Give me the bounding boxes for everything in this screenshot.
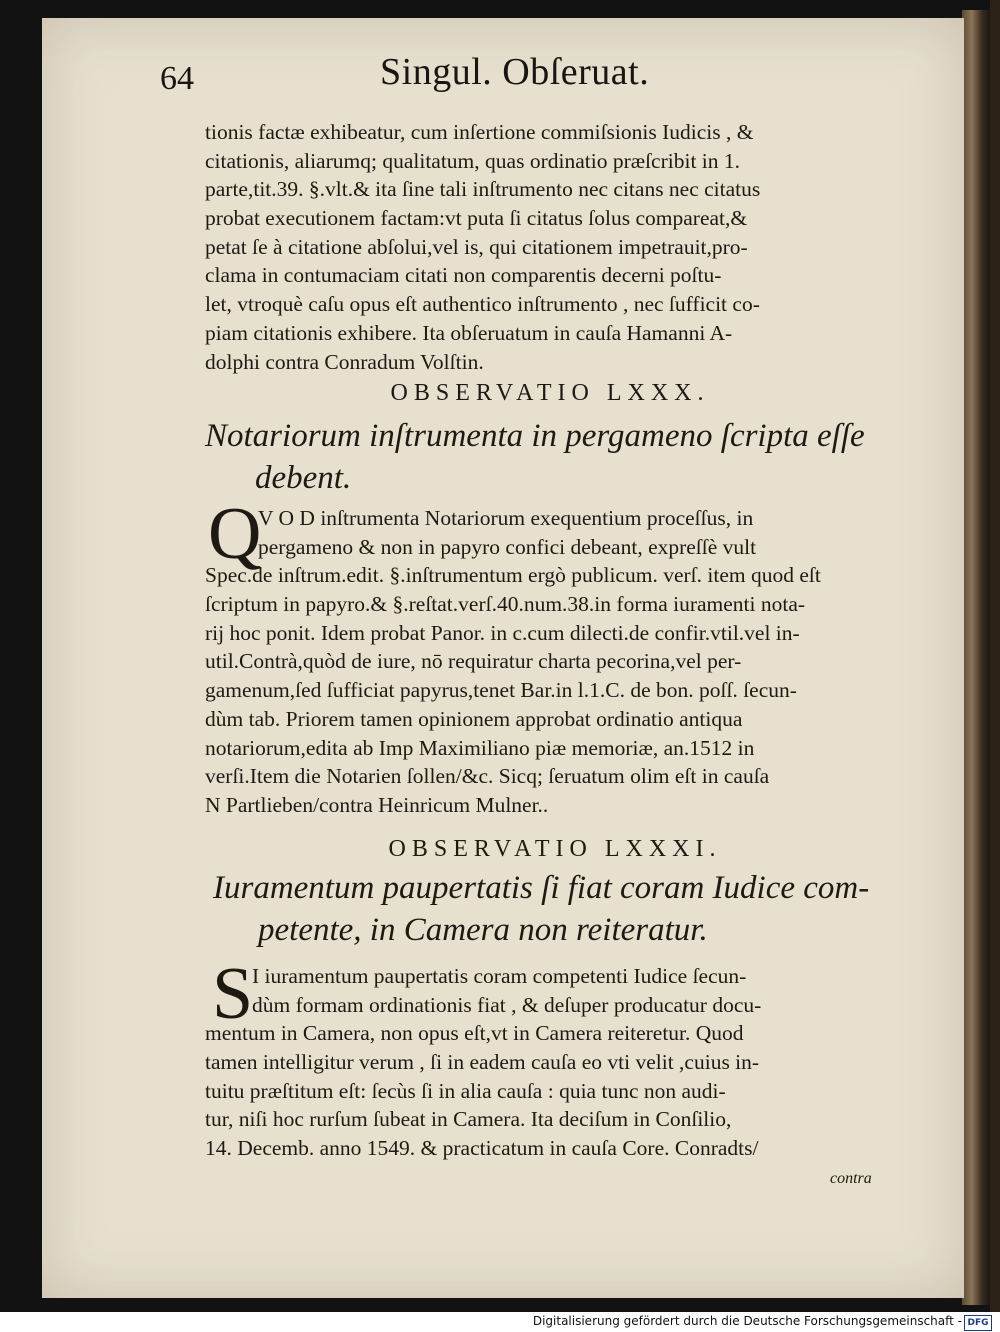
digitization-footer [0, 1312, 1000, 1332]
text-line: dùm tab. Priorem tamen opinionem approbat ordinatio antiqua [205, 706, 743, 731]
page-edge-right [962, 10, 990, 1305]
text-line: util.Contrà,quòd de iure, nō requiratur charta pecorina,vel per- [205, 649, 742, 674]
catchword: contra [830, 1170, 872, 1187]
text-line: 14. Decemb. anno 1549. & practicatum in cauſa Core. Conradts/ [205, 1136, 759, 1161]
observation-80-title-line-2: debent. [255, 460, 352, 496]
text-line: V O D inſtrumenta Notariorum exequentium proceſſus, in [258, 506, 754, 530]
observation-80-title-line-1: Notariorum inſtrumenta in pergameno ſcripta eſſe [205, 418, 865, 454]
text-line: pergameno & non in papyro confici debeant, expreſſè vult [258, 534, 757, 559]
observation-81-heading: OBSERVATIO LXXXI. [388, 836, 722, 862]
observation-81-title-line-2: petente, in Camera non reiteratur. [258, 912, 708, 948]
text-line: dùm formam ordinationis fiat , & deſuper producatur docu- [252, 992, 762, 1017]
observation-81-dropcap: S [212, 953, 254, 1035]
text-line: let, vtroquè caſu opus eſt authentico inſtrumento , nec ſufficit co- [205, 292, 760, 317]
funding-credit: Digitalisierung gefördert durch die Deutsche Forschungsgemeinschaft - [532, 1314, 962, 1328]
observation-81-title-line-1: Iuramentum paupertatis ſi fiat coram Iudice com- [213, 870, 870, 906]
observation-80-paragraph [205, 561, 885, 819]
text-line: probat executionem factam:vt puta ſi citatus ſolus compareat,& [205, 206, 748, 231]
text-line: notariorum,edita ab Imp Maximiliano piæ memoriæ, an.1512 in [205, 735, 755, 760]
text-line: N Partlieben/contra Heinricum Mulner.. [205, 792, 549, 817]
observation-81-paragraph-indented [252, 962, 885, 1019]
text-line: I iuramentum paupertatis coram competenti Iudice ſecun- [252, 964, 747, 988]
text-line: citationis, aliarumq; qualitatum, quas ordinatio præſcribit in 1. [205, 148, 741, 173]
text-line: dolphi contra Conradum Volſtin. [205, 349, 484, 374]
text-line: piam citationis exhibere. Ita obſeruatum in cauſa Hamanni A- [205, 320, 733, 345]
text-line: tionis factæ exhibeatur, cum inſertione commiſsionis Iudicis , & [205, 120, 754, 144]
text-line: verſi.Item die Notarien ſollen/&c. Sicq; ſeruatum olim eſt in cauſa [205, 764, 770, 789]
observation-80-heading: OBSERVATIO LXXX. [390, 380, 710, 406]
text-line: clama in contumaciam citati non comparentis decerni poſtu- [205, 263, 722, 288]
page-header [160, 50, 880, 110]
text-line: Spec.de inſtrum.edit. §.inſtrumentum ergò publicum. verſ. item quod eſt [205, 563, 821, 588]
text-line: tamen intelligitur verum , ſi in eadem cauſa eo vti velit ,cuius in- [205, 1050, 760, 1075]
observation-80-paragraph-indented [258, 504, 885, 561]
text-line: tuitu præſtitum eſt: ſecùs ſi in alia cauſa : quia tunc non audi- [205, 1078, 726, 1103]
text-line: parte,tit.39. §.vlt.& ita ſine tali inſtrumento nec citans nec citatus [205, 177, 761, 202]
text-line: ſcriptum in papyro.& §.reſtat.verſ.40.num.38.in forma iuramenti nota- [205, 592, 806, 617]
text-line: gamenum,ſed ſufficiat papyrus,tenet Bar.in l.1.C. de bon. poſſ. ſecun- [205, 678, 797, 703]
continuation-paragraph [205, 118, 885, 376]
observation-81-paragraph [205, 1019, 885, 1162]
observation-80-dropcap: Q [208, 493, 262, 575]
running-title: Singul. Obſeruat. [380, 51, 650, 93]
text-line: tur, niſi hoc rurſum ſubeat in Camera. Ita deciſum in Conſilio, [205, 1107, 732, 1132]
book-spine-edge [990, 0, 1000, 1312]
text-line: petat ſe à citatione abſolui,vel is, qui citationem impetrauit,pro- [205, 234, 748, 259]
dfg-logo: DFG [964, 1315, 992, 1331]
page-number: 64 [160, 60, 194, 97]
text-line: rij hoc ponit. Idem probat Panor. in c.cum dilecti.de confir.vtil.vel in- [205, 620, 800, 645]
text-line: mentum in Camera, non opus eſt,vt in Camera reiteretur. Quod [205, 1021, 744, 1046]
